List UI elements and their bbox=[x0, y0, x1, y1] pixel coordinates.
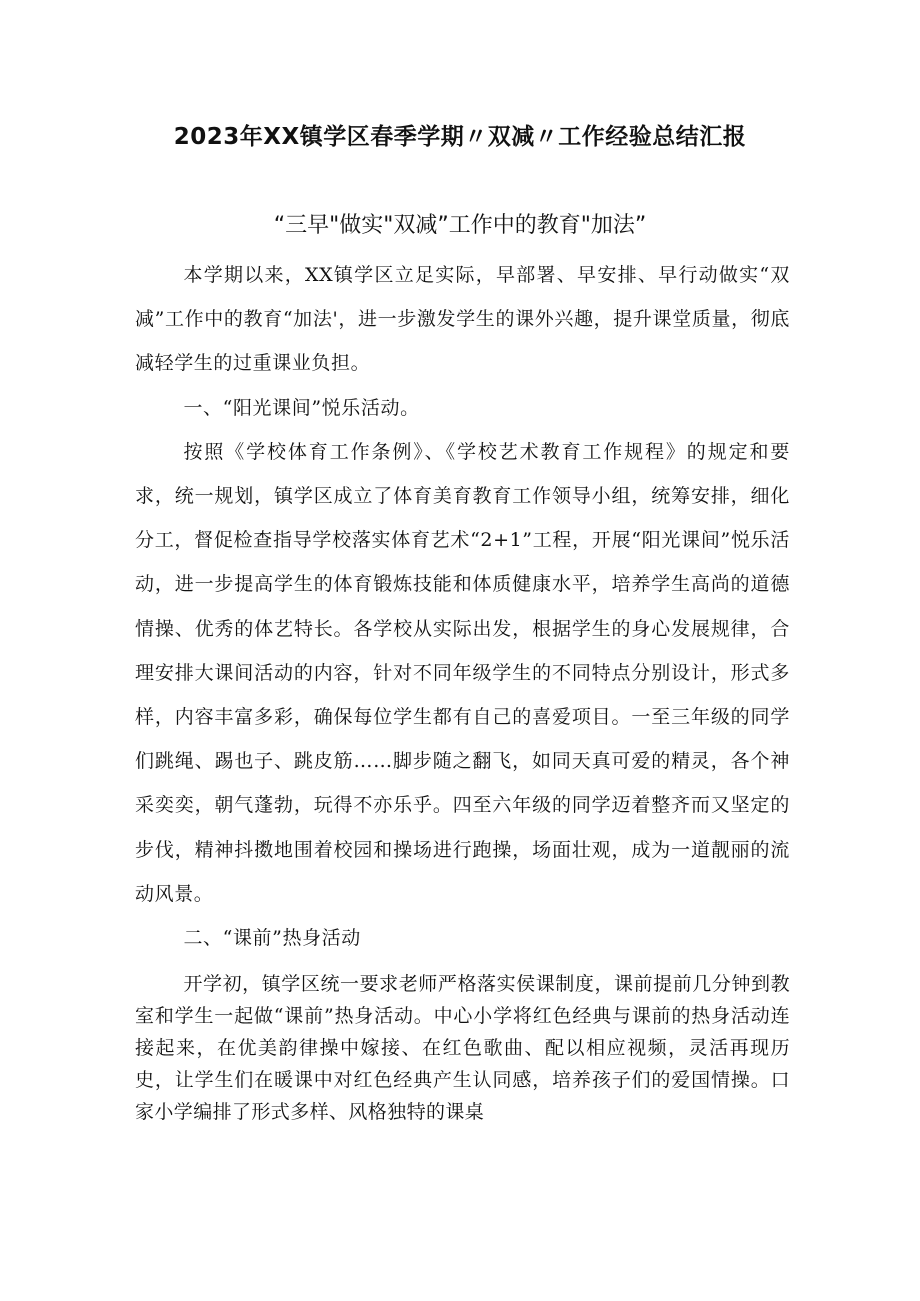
document-subtitle: “三早"做实"双减”工作中的教育"加法” bbox=[273, 213, 647, 238]
section-heading-2: 二、“课前”热身活动 bbox=[183, 927, 361, 950]
section-2-paragraph: 开学初，镇学区统一要求老师严格落实侯课制度，课前提前几分钟到教室和学生一起做“课前”热身活动。中心小学将红色经典与课前的热身活动连接起来，在优美韵律操中嫁接、在红色歌曲、配以相应视频，灵活再现历史，让学生们在暖课中对红色经典产生认同感，培养孩子们的爱国情操。口家小学编排了形式多样、风格独特的课桌 bbox=[135, 973, 790, 1124]
intro-paragraph: 本学期以来，XX镇学区立足实际，早部署、早安排、早行动做实“双减”工作中的教育“加法'，进一步激发学生的课外兴趣，提升课堂质量，彻底减轻学生的过重课业负担。 bbox=[135, 264, 790, 375]
document-body bbox=[135, 253, 790, 1128]
section-1-paragraph: 按照《学校体育工作条例》、《学校艺术教育工作规程》的规定和要求，统一规划，镇学区成立了体育美育教育工作领导小组，统筹安排，细化分工，督促检查指导学校落实体育艺术“2+1”工程，开展“阳光课间”悦乐活动，进一步提高学生的体育锻炼技能和体质健康水平，培养学生高尚的道德情操、优秀的体艺特长。各学校从实际出发，根据学生的身心发展规律，合理安排大课间活动的内容，针对不同年级学生的不同特点分别设计，形式多样，内容丰富多彩，确保每位学生都有自己的喜爱项目。一至三年级的同学们跳绳、踢也子、跳皮筋……脚步随之翻飞，如同天真可爱的精灵，各个神采奕奕，朝气蓬勃，玩得不亦乐乎。四至六年级的同学迈着整齐而又坚定的步伐，精神抖擞地围着校园和操场进行跑操，场面壮观，成为一道靓丽的流动风景。 bbox=[135, 440, 790, 905]
document-title: 2023年XX镇学区春季学期〃双减〃工作经验总结汇报 bbox=[173, 124, 747, 150]
section-heading-1: 一、“阳光课间”悦乐活动。 bbox=[183, 396, 420, 419]
